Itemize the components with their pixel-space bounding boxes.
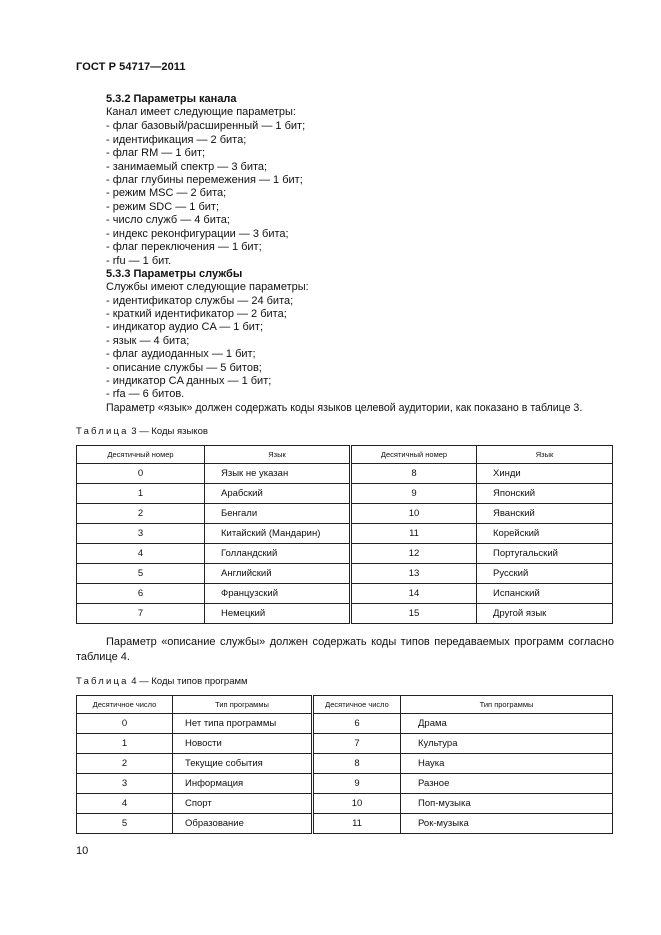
table-cell: Китайский (Мандарин): [205, 524, 351, 544]
table-row: [77, 734, 613, 754]
table-cell: Немецкий: [205, 604, 351, 624]
table-cell: 8: [313, 754, 401, 774]
table-cell: 10: [351, 504, 477, 524]
column-header: Десятичный номер: [77, 446, 205, 464]
table-cell: 3: [77, 524, 205, 544]
list-item: - режим SDC — 1 бит;: [106, 201, 220, 213]
table-row: [77, 814, 613, 834]
table-cell: Другой язык: [477, 604, 613, 624]
table-cell: Бенгали: [205, 504, 351, 524]
list-item: - флаг глубины перемежения — 1 бит;: [106, 174, 303, 186]
table-cell: 0: [77, 714, 173, 734]
table-cell: 15: [351, 604, 477, 624]
table-cell: Русский: [477, 564, 613, 584]
section-533-heading: 5.3.3 Параметры службы: [106, 268, 243, 280]
column-header: Десятичное число: [77, 696, 173, 714]
column-header: Язык: [205, 446, 351, 464]
table-row: [77, 584, 613, 604]
table-cell: 11: [351, 524, 477, 544]
table-row: [77, 544, 613, 564]
table-cell: Голландский: [205, 544, 351, 564]
table-header-row: [77, 446, 613, 464]
table-cell: Текущие события: [173, 754, 313, 774]
table-cell: Нет типа программы: [173, 714, 313, 734]
table-cell: 4: [77, 544, 205, 564]
table-cell: Арабский: [205, 484, 351, 504]
table-cell: Японский: [477, 484, 613, 504]
table-cell: 6: [77, 584, 205, 604]
column-header: Десятичный номер: [351, 446, 477, 464]
table-row: [77, 714, 613, 734]
list-item: - индикатор аудио CA — 1 бит;: [106, 321, 264, 333]
table-row: [77, 774, 613, 794]
table-cell: 2: [77, 504, 205, 524]
table-cell: 1: [77, 484, 205, 504]
table-cell: Испанский: [477, 584, 613, 604]
table-cell: 12: [351, 544, 477, 564]
document-header: ГОСТ Р 54717—2011: [76, 61, 186, 73]
section-532-intro: Канал имеет следующие параметры:: [106, 106, 296, 118]
list-item: - rfa — 6 битов.: [106, 388, 185, 400]
section-533-intro: Службы имеют следующие параметры:: [106, 281, 309, 293]
list-item: - режим MSC — 2 бита;: [106, 187, 227, 199]
table-cell: 2: [77, 754, 173, 774]
list-item: - идентификатор службы — 24 бита;: [106, 295, 294, 307]
list-item: - флаг аудиоданных — 1 бит;: [106, 348, 256, 360]
table-cell: 4: [77, 794, 173, 814]
list-item: - флаг переключения — 1 бит;: [106, 241, 262, 253]
table-cell: Английский: [205, 564, 351, 584]
table-caption-word: Таблица: [76, 426, 129, 437]
table-cell: Португальский: [477, 544, 613, 564]
table-4-caption: [76, 676, 248, 687]
column-header: Тип программы: [173, 696, 313, 714]
table-cell: 9: [313, 774, 401, 794]
column-header: Тип программы: [401, 696, 613, 714]
table-cell: Спорт: [173, 794, 313, 814]
table-cell: Яванский: [477, 504, 613, 524]
table-cell: Информация: [173, 774, 313, 794]
list-item: - индикатор CA данных — 1 бит;: [106, 375, 272, 387]
table-header-row: [77, 696, 613, 714]
list-item: - занимаемый спектр — 3 бита;: [106, 161, 268, 173]
table-cell: 1: [77, 734, 173, 754]
list-item: - флаг RM — 1 бит;: [106, 147, 206, 159]
list-item: - индекс реконфигурации — 3 бита;: [106, 228, 289, 240]
list-item: - rfu — 1 бит.: [106, 255, 172, 267]
table-row: [77, 504, 613, 524]
table-cell: Французский: [205, 584, 351, 604]
list-item: - язык — 4 бита;: [106, 335, 190, 347]
table-row: [77, 794, 613, 814]
paragraph-table-4-intro: Параметр «описание службы» должен содержать коды типов передаваемых программ согласно таблице 4.: [76, 636, 614, 663]
table-cell: 13: [351, 564, 477, 584]
table-cell: Культура: [401, 734, 613, 754]
table-caption-word: Таблица: [76, 676, 129, 687]
table-cell: 14: [351, 584, 477, 604]
table-cell: Наука: [401, 754, 613, 774]
list-item: - число служб — 4 бита;: [106, 214, 230, 226]
table-caption-text: 4 — Коды типов программ: [128, 676, 248, 687]
table-row: [77, 564, 613, 584]
table-cell: 8: [351, 464, 477, 484]
column-header: Десятичное число: [313, 696, 401, 714]
table-cell: Разное: [401, 774, 613, 794]
page-number: 10: [76, 845, 89, 857]
table-cell: 7: [313, 734, 401, 754]
table-cell: Поп-музыка: [401, 794, 613, 814]
table-row: [77, 524, 613, 544]
table-row: [77, 754, 613, 774]
table-row: [77, 484, 613, 504]
table-cell: Новости: [173, 734, 313, 754]
table-caption-text: 3 — Коды языков: [128, 426, 208, 437]
table-cell: 11: [313, 814, 401, 834]
list-item: - флаг базовый/расширенный — 1 бит;: [106, 120, 306, 132]
table-3: [76, 445, 613, 624]
table-cell: 3: [77, 774, 173, 794]
table-cell: 9: [351, 484, 477, 504]
section-532-heading: 5.3.2 Параметры канала: [106, 93, 237, 105]
table-cell: Хинди: [477, 464, 613, 484]
column-header: Язык: [477, 446, 613, 464]
table-cell: 6: [313, 714, 401, 734]
list-item: - идентификация — 2 бита;: [106, 134, 247, 146]
list-item: - краткий идентификатор — 2 бита;: [106, 308, 287, 320]
section-533-note: Параметр «язык» должен содержать коды языков целевой аудитории, как показано в таблице 3.: [106, 402, 583, 414]
table-cell: 0: [77, 464, 205, 484]
list-item: - описание службы — 5 битов;: [106, 362, 262, 374]
table-cell: Рок-музыка: [401, 814, 613, 834]
table-cell: 10: [313, 794, 401, 814]
table-row: [77, 464, 613, 484]
table-cell: 7: [77, 604, 205, 624]
table-cell: 5: [77, 564, 205, 584]
table-cell: Корейский: [477, 524, 613, 544]
table-cell: Драма: [401, 714, 613, 734]
table-cell: Образование: [173, 814, 313, 834]
table-cell: 5: [77, 814, 173, 834]
table-4: [76, 695, 613, 834]
table-cell: Язык не указан: [205, 464, 351, 484]
table-3-caption: [76, 426, 208, 437]
table-row: [77, 604, 613, 624]
